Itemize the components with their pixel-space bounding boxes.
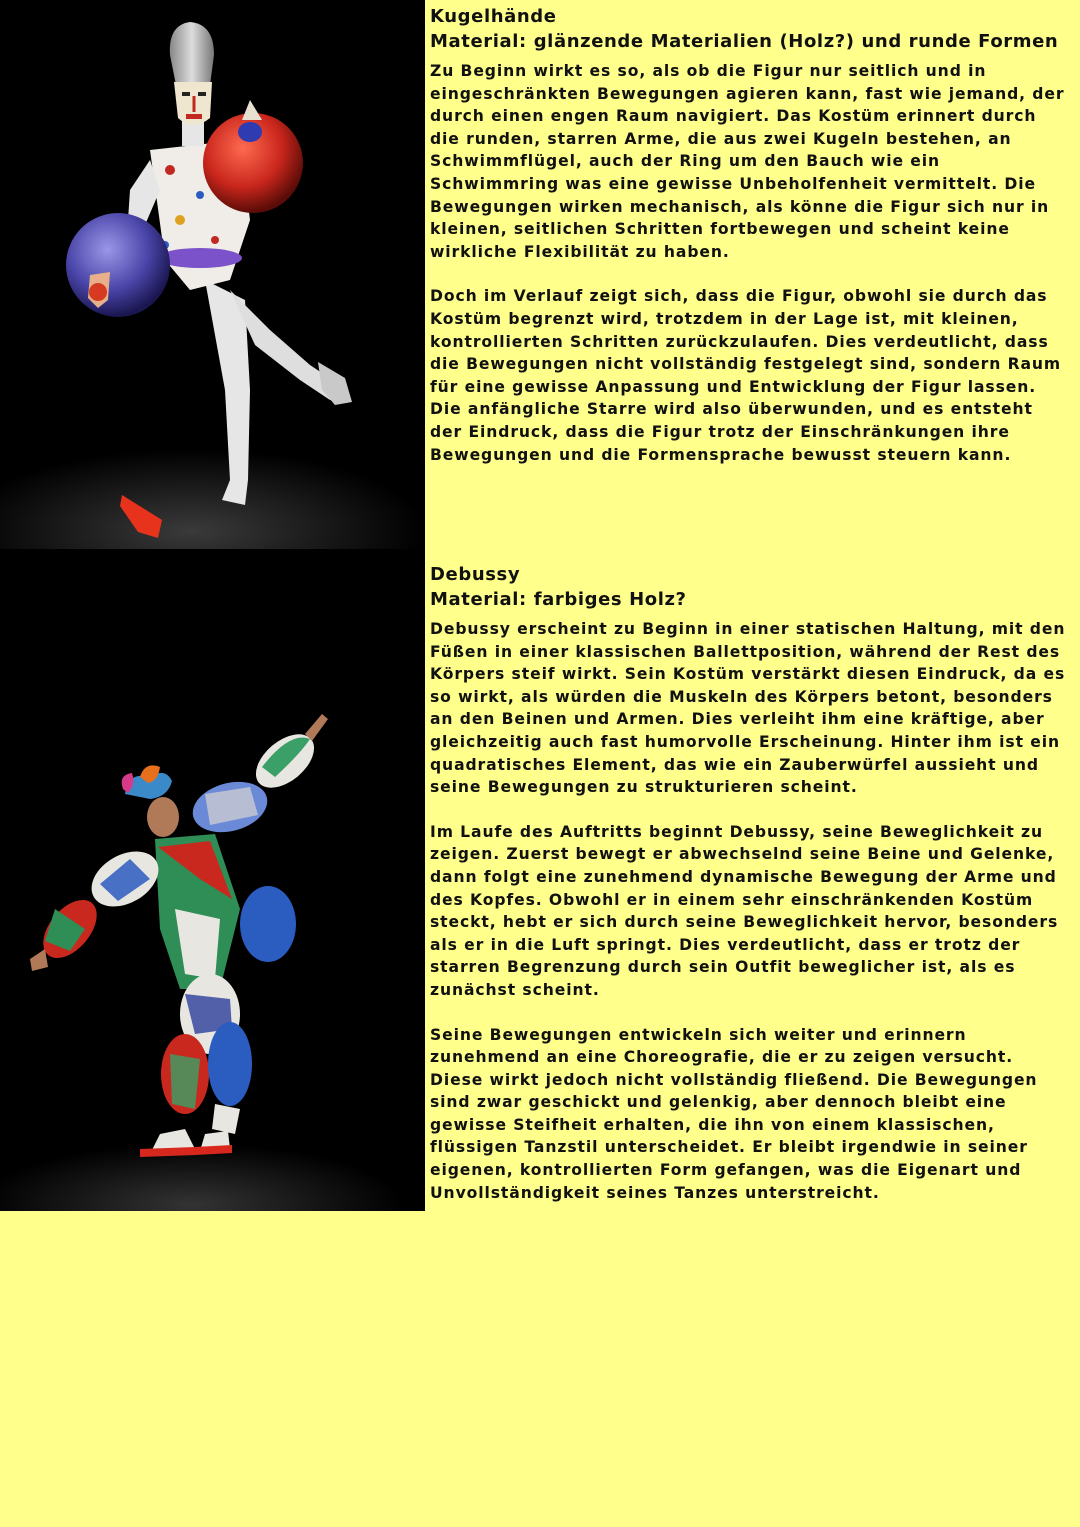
debussy-photo [0,549,425,1211]
section-kugelhaende [430,4,1070,488]
paragraph: Zu Beginn wirkt es so, als ob die Figur nur seitlich und in eingeschränkten Bewegungen agieren kann, fast wie jemand, der durch einen engen Raum navigiert. Das Kostüm erinnert durch die runden, starren Arme, die aus zwei Kugeln bestehen, an Schwimmflügel, auch der Ring um den Bauch wie ein Schwimmring was eine gewisse Unbeholfenheit vermittelt. Die Bewegungen wirken mechanisch, als könne die Figur sich nur in kleinen, seitlichen Schritten fortbewegen und scheint keine wirkliche Flexibilität zu haben. [430,62,1065,261]
kugelhaende-photo [0,0,425,549]
paragraph: Im Laufe des Auftritts beginnt Debussy, seine Beweglichkeit zu zeigen. Zuerst bewegt er abwechselnd seine Beine und Gelenke, dann folgt eine zunehmend dynamische Bewegung der Arme und des Kopfes. Obwohl er in einem sehr einschränkenden Kostüm steckt, hebt er sich durch seine Beweglichkeit hervor, besonders als er in die Luft springt. Dies verdeutlicht, dass er trotz der starren Begrenzung durch sein Outfit beweglicher ist, als es zunächst scheint. [430,822,1059,999]
section-title: Kugelhände [430,6,557,27]
section-debussy [430,562,1070,1226]
paragraph: Debussy erscheint zu Beginn in einer statischen Haltung, mit den Füßen in einer klassischen Ballettposition, während der Rest des Körpers steif wirkt. Sein Kostüm verstärkt diesen Eindruck, da es so wirkt, als würden die Muskeln des Körpers betont, besonders an den Beinen und Armen. Dies verleiht ihm eine kräftige, aber gleichzeitig auch fast humorvolle Erscheinung. Hinter ihm ist ein quadratisches Element, das wie ein Zauberwürfel aussieht und seine Bewegungen zu strukturieren scheint. [430,620,1066,797]
paragraph: Seine Bewegungen entwickeln sich weiter und erinnern zunehmend an eine Choreografie, die er zu zeigen versucht. Diese wirkt jedoch nicht vollständig fließend. Die Bewegungen sind zwar geschickt und gelenkig, aber dennoch bleibt eine gewisse Steifheit erhalten, die ihn von einem klassischen, flüssigen Tanzstil unterscheidet. Er bleibt irgendwie in seiner eigenen, kontrollierten Form gefangen, was die Eigenart und Unvollständigkeit seines Tanzes unterstreicht. [430,1025,1038,1202]
section-material: Material: farbiges Holz? [430,589,687,610]
blue-sphere-hand [66,213,170,317]
section-title: Debussy [430,564,521,585]
section-material: Material: glänzende Materialien (Holz?) und runde Formen [430,31,1059,52]
paragraph: Doch im Verlauf zeigt sich, dass die Figur, obwohl sie durch das Kostüm begrenzt wird, trotzdem in der Lage ist, mit kleinen, kontrollierten Schritten zurückzulaufen. Dies verdeutlicht, dass die Bewegungen nicht vollständig festgelegt sind, sondern Raum für eine gewisse Anpassung und Entwicklung der Figur lassen. Die anfängliche Starre wird also überwunden, und es entsteht der Eindruck, dass die Figur trotz der Einschränkungen ihre Bewegungen und die Formensprache bewusst steuern kann. [430,287,1062,464]
